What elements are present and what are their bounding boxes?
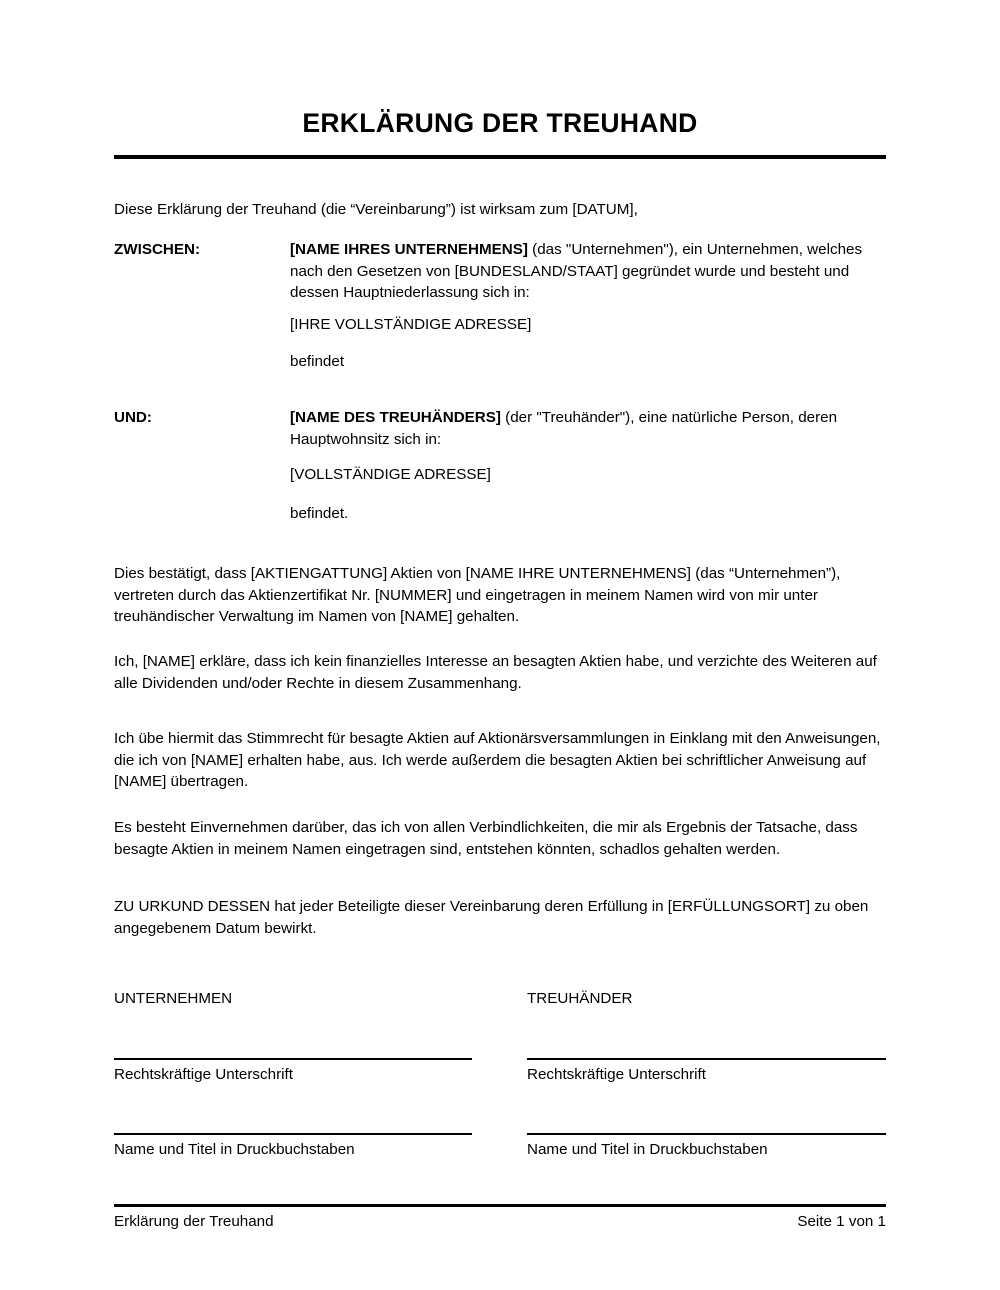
party-located-and: befindet.: [290, 505, 349, 522]
signature-caption-company: Rechtskräftige Unterschrift: [114, 1066, 293, 1083]
body-paragraph-2: Ich, [NAME] erkläre, dass ich kein finanzielles Interesse an besagten Aktien habe, und verzichte des Weiteren auf alle Dividenden und/oder Rechte in diesem Zusammenhang.: [114, 653, 877, 692]
party-address-and: [VOLLSTÄNDIGE ADRESSE]: [290, 466, 491, 483]
signature-heading-trustee: TREUHÄNDER: [527, 990, 633, 1007]
body-paragraph-5: ZU URKUND DESSEN hat jeder Beteiligte dieser Vereinbarung deren Erfüllung in [ERFÜLLUNGSORT] zu oben angegebenem Datum bewirkt.: [114, 898, 869, 937]
printed-name-line-trustee[interactable]: [527, 1133, 886, 1135]
body-paragraph-1: Dies bestätigt, dass [AKTIENGATTUNG] Aktien von [NAME IHRE UNTERNEHMENS] (das “Unternehmen”), vertreten durch das Aktienzertifikat Nr. [NUMMER] und eingetragen in meinem Namen wird von mir unter treuhändischer Verwaltung im Namen von [NAME] gehalten.: [114, 565, 841, 625]
printed-name-caption-trustee: Name und Titel in Druckbuchstaben: [527, 1141, 768, 1158]
body-paragraph-4: Es besteht Einvernehmen darüber, das ich von allen Verbindlichkeiten, die mir als Ergebnis der Tatsache, dass besagte Aktien in meinem Namen eingetragen sind, entstehen könnten, schadlos gehalten werden.: [114, 819, 858, 858]
party-label-and: UND:: [114, 409, 152, 426]
title-divider: [114, 155, 886, 159]
party-name-between: [NAME IHRES UNTERNEHMENS]: [290, 241, 528, 258]
footer-divider: [114, 1204, 886, 1207]
printed-name-caption-company: Name und Titel in Druckbuchstaben: [114, 1141, 355, 1158]
footer-document-name: Erklärung der Treuhand: [114, 1213, 274, 1230]
party-name-and: [NAME DES TREUHÄNDERS]: [290, 409, 501, 426]
signature-heading-company: UNTERNEHMEN: [114, 990, 233, 1007]
intro-paragraph: Diese Erklärung der Treuhand (die “Vereinbarung”) ist wirksam zum [DATUM],: [114, 201, 638, 218]
party-located-between: befindet: [290, 353, 345, 370]
body-paragraph-3: Ich übe hiermit das Stimmrecht für besagte Aktien auf Aktionärsversammlungen in Einklang mit den Anweisungen, die ich von [NAME] erhalten habe, aus. Ich werde außerdem die besagten Aktien bei schriftlicher Anweisung auf [NAME] übertragen.: [114, 730, 881, 790]
party-address-between: [IHRE VOLLSTÄNDIGE ADRESSE]: [290, 316, 532, 333]
document-content: [114, 0, 886, 1290]
signature-caption-trustee: Rechtskräftige Unterschrift: [527, 1066, 706, 1083]
page-title: ERKLÄRUNG DER TREUHAND: [302, 108, 698, 138]
signature-line-company[interactable]: [114, 1058, 472, 1060]
signature-line-trustee[interactable]: [527, 1058, 886, 1060]
printed-name-line-company[interactable]: [114, 1133, 472, 1135]
party-label-between: ZWISCHEN:: [114, 241, 201, 258]
party-description-between: [290, 239, 886, 304]
party-detail-between: (das "Unternehmen"), ein Unternehmen, welches nach den Gesetzen von [BUNDESLAND/STAAT] gegründet wurde und besteht und dessen Hauptniederlassung sich in:: [290, 241, 863, 301]
party-description-and: [290, 407, 886, 450]
party-detail-and: (der "Treuhänder"), eine natürliche Person, deren Hauptwohnsitz sich in:: [290, 409, 838, 448]
footer-page-number: Seite 1 von 1: [797, 1213, 886, 1230]
